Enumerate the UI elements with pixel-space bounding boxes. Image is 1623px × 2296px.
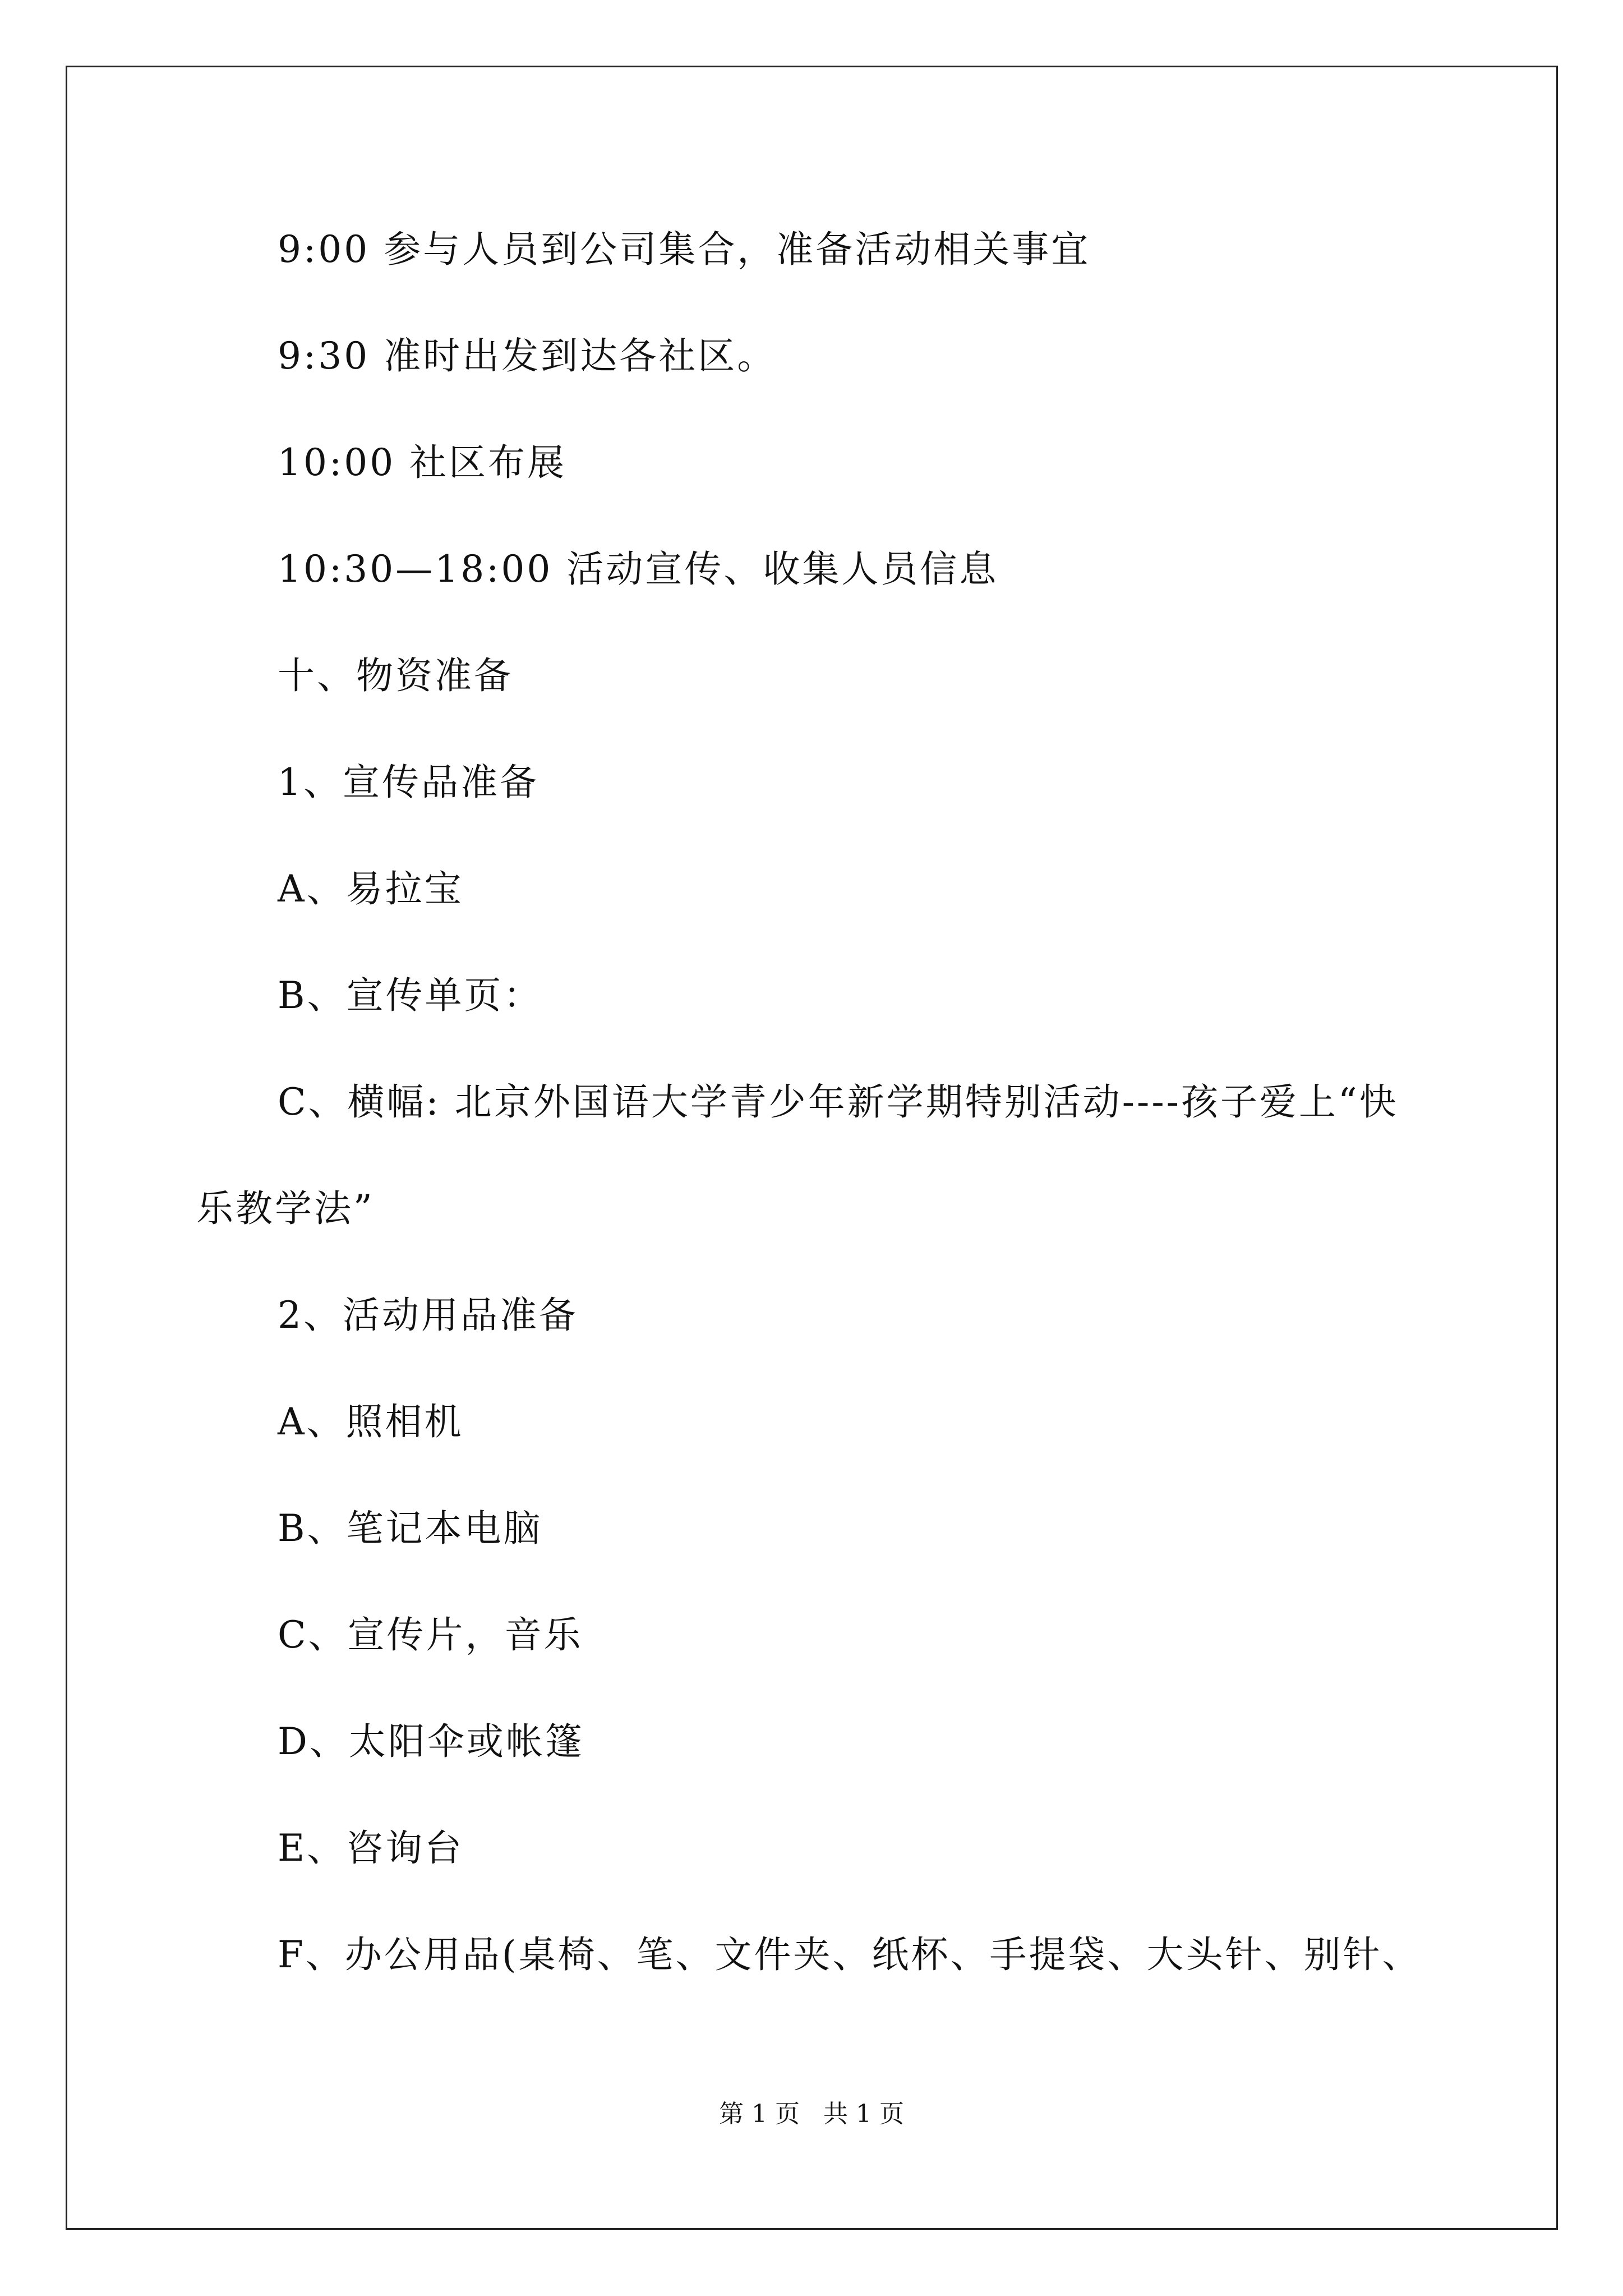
subsection-heading-1: 1、宣传品准备 — [278, 761, 539, 804]
section-heading: 十、物资准备 — [278, 654, 513, 697]
text-line-4: 10:30—18:00 活动宣传、收集人员信息 — [278, 547, 999, 591]
list-item-c1: C、横幅: 北京外国语大学青少年新学期特别活动----孩子爱上“快 — [278, 1080, 1399, 1124]
list-item-c2: C、宣传片，音乐 — [278, 1613, 583, 1657]
list-item-a1: A、易拉宝 — [278, 867, 464, 910]
text-line-3: 10:00 社区布展 — [278, 441, 567, 484]
page-footer: 第 1 页 共 1 页 — [719, 2100, 904, 2128]
list-item-a2: A、照相机 — [278, 1400, 464, 1443]
text-line-2: 9:30 准时出发到达各社区。 — [278, 334, 777, 378]
subsection-heading-2: 2、活动用品准备 — [278, 1294, 578, 1337]
list-item-e2: E、咨询台 — [278, 1826, 464, 1870]
text-line-1: 9:00 参与人员到公司集合，准备活动相关事宜 — [278, 228, 1091, 271]
list-item-b1: B、宣传单页： — [278, 974, 543, 1017]
list-item-f2: F、办公用品(桌椅、笔、文件夹、纸杯、手提袋、大头针、别针、 — [278, 1933, 1422, 1976]
page-border — [66, 66, 1558, 2230]
list-item-d2: D、太阳伞或帐篷 — [278, 1720, 584, 1763]
list-item-b2: B、笔记本电脑 — [278, 1507, 543, 1550]
list-item-c1-continued: 乐教学法” — [196, 1187, 375, 1230]
